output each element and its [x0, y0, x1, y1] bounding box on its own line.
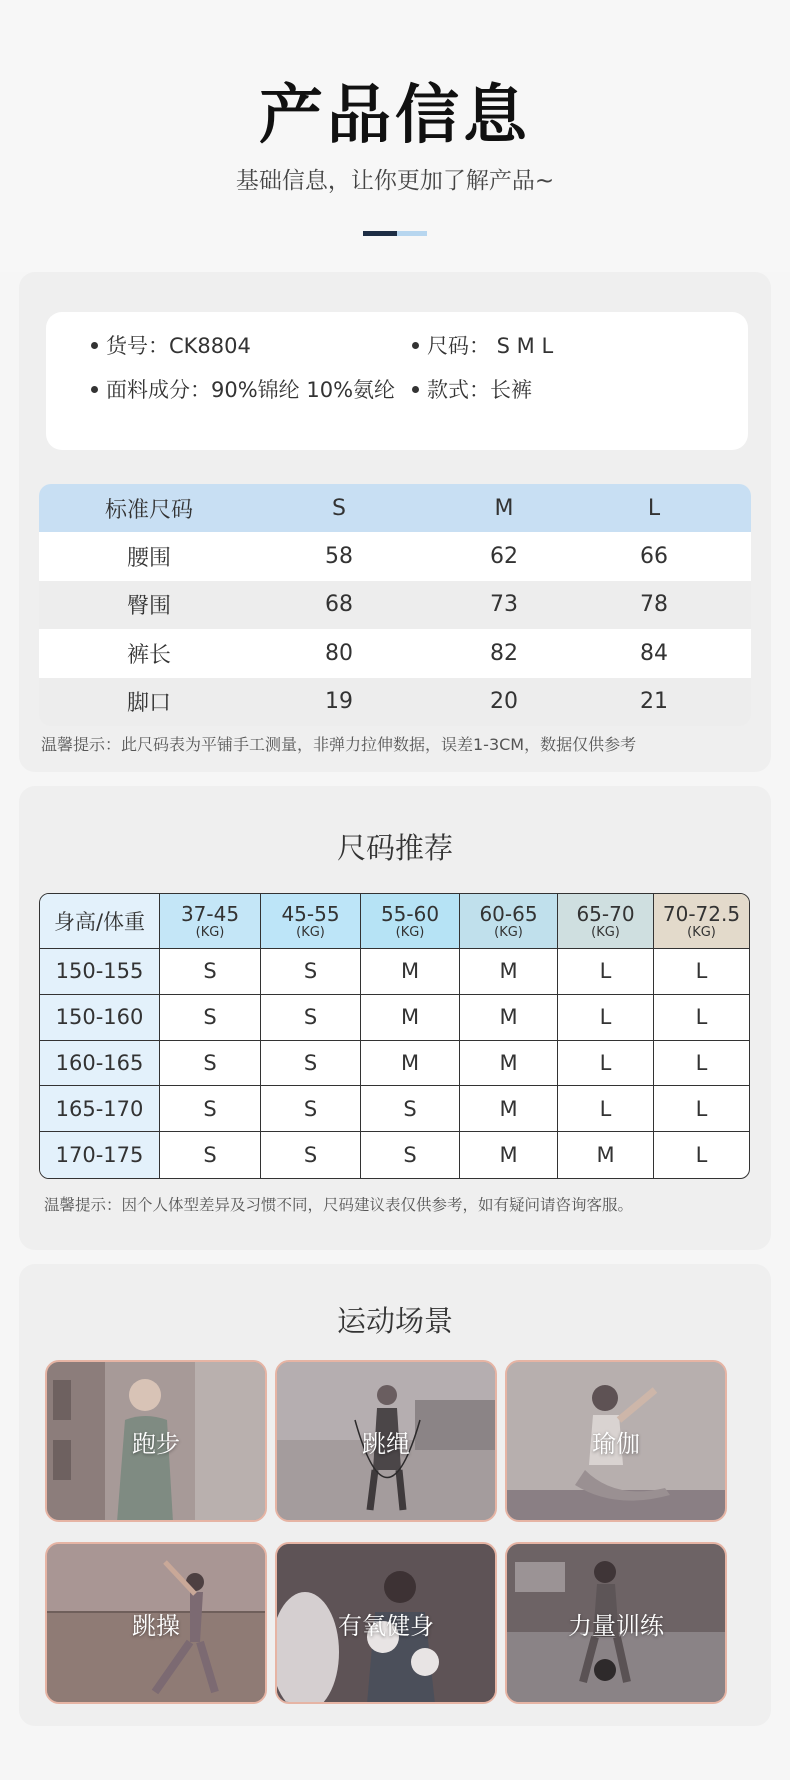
height-cell: 150-155 — [40, 949, 160, 994]
weight-unit: (KG) — [687, 924, 716, 940]
table-cell: 84 — [640, 640, 668, 666]
size-cell: S — [160, 949, 261, 994]
size-cell: L — [558, 949, 654, 994]
size-cell: M — [460, 1041, 558, 1086]
header — [0, 0, 790, 272]
weight-header-cell — [361, 894, 460, 948]
size-cell: L — [695, 1050, 708, 1075]
size-cell: M — [460, 995, 558, 1040]
recommend-table — [39, 893, 750, 1179]
weight-header-cell — [460, 894, 558, 948]
height-cell: 170-175 — [40, 1132, 160, 1178]
size-cell: M — [361, 1041, 460, 1086]
recommend-title: 尺码推荐 — [336, 831, 453, 865]
weight-unit: (KG) — [591, 924, 620, 940]
row-label: 裤长 — [126, 642, 171, 668]
table-cell: 19 — [325, 689, 353, 715]
size-cell: M — [460, 1086, 558, 1131]
info-style — [412, 374, 532, 404]
weight-range: 55-60 — [380, 901, 440, 926]
corner-cell: 身高/体重 — [40, 894, 160, 948]
row-label: 臀围 — [126, 594, 171, 620]
item-no-text: 货号：CK8804 — [106, 334, 251, 358]
scene-label: 跑步 — [132, 1429, 180, 1458]
size-cell: M — [460, 1132, 558, 1178]
divider-light-segment — [397, 231, 427, 236]
page-title: 产品信息 — [259, 79, 531, 153]
weight-unit: (KG) — [195, 924, 225, 940]
weight-header-cell — [558, 894, 654, 948]
table-cell: 80 — [325, 640, 353, 666]
info-card — [46, 312, 748, 450]
weight-range: 60-65 — [479, 901, 538, 926]
size-cell: S — [261, 1132, 361, 1178]
size-cell: M — [558, 1132, 654, 1178]
weight-range: 45-55 — [281, 901, 340, 926]
height-cell: 160-165 — [40, 1041, 160, 1086]
size-cell: S — [261, 995, 361, 1040]
size-cell: L — [558, 1086, 654, 1131]
info-size — [412, 330, 553, 360]
weight-unit: (KG) — [296, 924, 325, 940]
table-cell: 21 — [640, 689, 668, 715]
table-cell: 58 — [325, 544, 353, 570]
size-cell: L — [695, 959, 708, 984]
size-cell: L — [695, 1005, 708, 1030]
size-cell: S — [160, 1041, 261, 1086]
height-cell: 165-170 — [40, 1086, 160, 1131]
table-cell: 66 — [640, 544, 668, 570]
size-cell: M — [361, 995, 460, 1040]
weight-range: 70-72.5 — [662, 901, 741, 926]
weight-header-cell — [654, 894, 749, 948]
sport-scenes-panel — [19, 1264, 771, 1726]
size-cell: S — [361, 1132, 460, 1178]
bullet-icon — [412, 342, 419, 349]
size-cell: L — [558, 995, 654, 1040]
weight-header-cell — [160, 894, 261, 948]
table-cell: 68 — [325, 592, 353, 618]
weight-unit: (KG) — [494, 924, 523, 940]
size-cell: S — [160, 1132, 261, 1178]
header-cell: L — [647, 495, 661, 521]
scene-label: 瑜伽 — [592, 1429, 640, 1458]
weight-unit: (KG) — [395, 924, 425, 940]
table-row — [40, 995, 749, 1041]
size-cell: L — [695, 1143, 708, 1168]
size-text: 尺码： S M L — [427, 334, 554, 358]
scene-label: 跳绳 — [362, 1429, 410, 1458]
weight-range: 37-45 — [180, 901, 240, 926]
table-row — [40, 1041, 749, 1087]
scene-label: 力量训练 — [568, 1611, 664, 1640]
fabric-text: 面料成分：90%锦纶 10%氨纶 — [106, 378, 396, 402]
scene-label: 跳操 — [132, 1611, 180, 1640]
table-cell: 82 — [490, 640, 518, 666]
table-row — [39, 678, 751, 726]
size-cell: M — [361, 949, 460, 994]
size-cell: L — [695, 1096, 708, 1121]
size-table — [39, 484, 751, 726]
size-cell: S — [261, 1086, 361, 1131]
size-cell: S — [361, 1086, 460, 1131]
table-row — [39, 629, 751, 677]
style-text: 款式：长裤 — [427, 378, 532, 402]
header-cell: S — [332, 495, 346, 521]
scene-label: 有氧健身 — [338, 1611, 434, 1640]
size-cell: S — [160, 1086, 261, 1131]
size-table-header — [39, 484, 751, 532]
height-cell: 150-160 — [40, 995, 160, 1040]
recommend-note: 温馨提示：因个人体型差异及习惯不同，尺码建议表仅供参考，如有疑问请咨询客服。 — [44, 1196, 634, 1214]
table-cell: 78 — [640, 592, 668, 618]
table-row — [40, 1132, 749, 1178]
recommend-header-row — [40, 894, 749, 949]
size-recommend-panel — [19, 786, 771, 1250]
bullet-icon — [91, 342, 98, 349]
table-row — [39, 532, 751, 580]
scenes-title: 运动场景 — [336, 1304, 453, 1338]
info-fabric — [91, 374, 395, 404]
row-label: 脚口 — [126, 691, 171, 717]
size-cell: S — [261, 949, 361, 994]
scene-card-jump-rope — [275, 1360, 497, 1522]
divider-dark-segment — [363, 231, 397, 236]
product-info-panel — [19, 272, 771, 772]
weight-range: 65-70 — [576, 901, 635, 926]
table-cell: 73 — [490, 592, 518, 618]
size-cell: M — [460, 949, 558, 994]
table-row — [39, 581, 751, 629]
scene-card-aerobics — [45, 1542, 267, 1704]
size-table-note: 温馨提示：此尺码表为平铺手工测量，非弹力拉伸数据，误差1-3CM，数据仅供参考 — [41, 735, 637, 754]
size-cell: S — [261, 1041, 361, 1086]
table-row — [40, 1086, 749, 1132]
scene-card-running — [45, 1360, 267, 1522]
row-label: 腰围 — [126, 546, 171, 572]
scene-card-yoga — [505, 1360, 727, 1522]
scene-card-strength — [505, 1542, 727, 1704]
size-cell: L — [558, 1041, 654, 1086]
table-cell: 62 — [490, 544, 518, 570]
info-item-no — [91, 330, 251, 360]
weight-header-cell — [261, 894, 361, 948]
header-cell: 标准尺码 — [104, 497, 193, 523]
title-divider — [363, 231, 427, 236]
header-cell: M — [494, 495, 514, 521]
scene-card-cardio — [275, 1542, 497, 1704]
bullet-icon — [91, 386, 98, 393]
bullet-icon — [412, 386, 419, 393]
table-cell: 20 — [490, 689, 518, 715]
page-subtitle: 基础信息，让你更加了解产品~ — [235, 168, 555, 194]
table-row — [40, 949, 749, 995]
size-cell: S — [160, 995, 261, 1040]
